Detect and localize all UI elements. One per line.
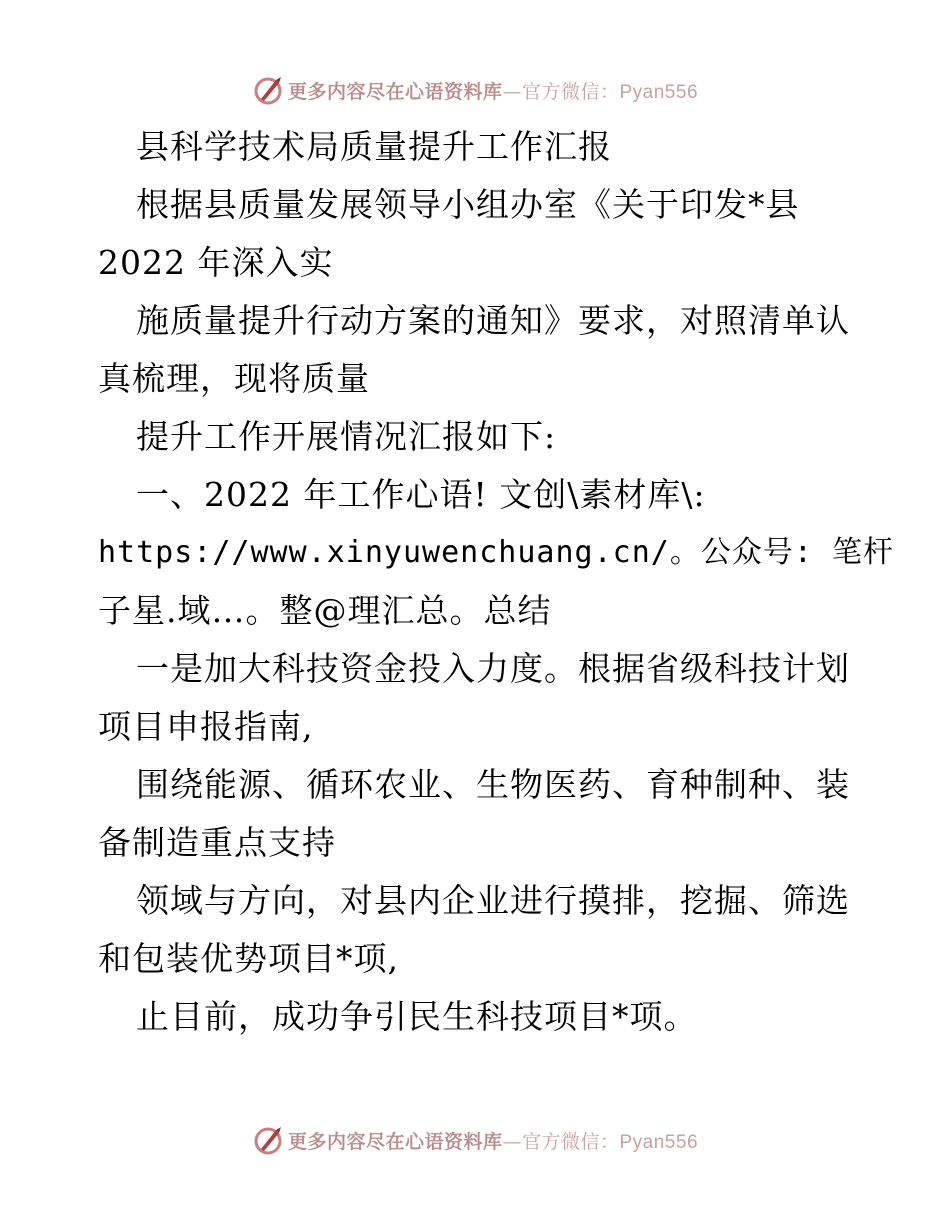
paragraph-line: 止目前，成功争引民生科技项目*项。 (136, 997, 698, 1036)
paragraph-line: 和包装优势项目*项, (98, 939, 399, 978)
watermark-site-text: 更多内容尽在心语资料库 (287, 1130, 503, 1153)
watermark-wechat-id: Pyan556 (619, 1131, 699, 1153)
paragraph-line: 一是加大科技资金投入力度。根据省级科技计划 (136, 649, 850, 688)
watermark-dash: — (502, 80, 522, 103)
watermark-wechat-label: 官方微信： (521, 80, 620, 103)
watermark-site-text: 更多内容尽在心语资料库 (287, 80, 503, 103)
watermark-dash: — (502, 1130, 522, 1153)
paragraph-line: 真梳理，现将质量 (98, 359, 370, 398)
document-title: 县科学技术局质量提升工作汇报 (136, 127, 612, 166)
paragraph-line: 围绕能源、循环农业、生物医药、育种制种、装 (136, 765, 850, 804)
quill-seal-icon (252, 1124, 284, 1156)
header-watermark (0, 70, 950, 110)
paragraph-line-url: https://www.xinyuwenchuang.cn/。公众号: 笔杆 (98, 535, 894, 570)
paragraph-line: 领域与方向，对县内企业进行摸排，挖掘、筛选 (136, 881, 850, 920)
footer-watermark (0, 1120, 950, 1160)
watermark-wechat-label: 官方微信： (521, 1130, 620, 1153)
paragraph-line: 2022 年深入实 (98, 243, 334, 282)
paragraph-line: 子星.域…。整@理汇总。总结 (98, 591, 552, 630)
watermark-wechat-id: Pyan556 (619, 81, 699, 103)
paragraph-line: 项目申报指南, (98, 707, 314, 746)
paragraph-line: 施质量提升行动方案的通知》要求，对照清单认 (136, 301, 850, 340)
paragraph-line: 备制造重点支持 (98, 823, 336, 862)
paragraph-line: 提升工作开展情况汇报如下: (136, 417, 557, 456)
quill-seal-icon (252, 74, 284, 106)
paragraph-line: 根据县质量发展领导小组办室《关于印发*县 (136, 185, 800, 224)
document-body (98, 118, 894, 1046)
section-heading: 一、2022 年工作心语! 文创\素材库\: (136, 475, 706, 514)
